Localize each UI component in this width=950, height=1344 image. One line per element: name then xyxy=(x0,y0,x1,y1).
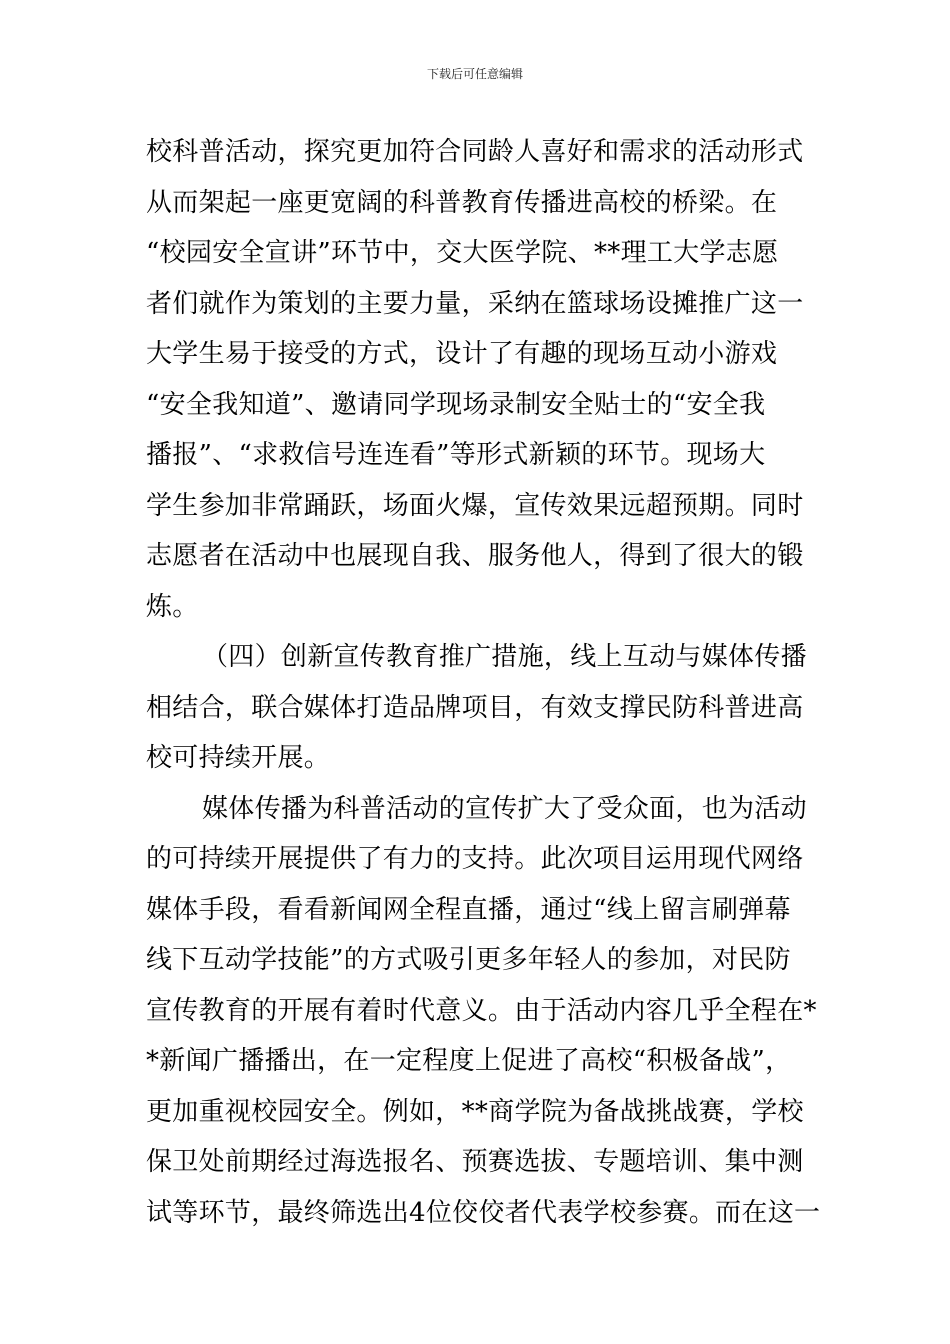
text-line: “校园安全宣讲”环节中，交大医学院、**理工大学志愿 xyxy=(146,238,779,268)
section-heading-line: 校可持续开展。 xyxy=(146,743,331,773)
text-line: 更加重视校园安全。例如，**商学院为备战挑战赛，学校 xyxy=(146,1096,804,1127)
text-line: “安全我知道”、邀请同学现场录制安全贴士的“安全我 xyxy=(146,389,766,420)
text-line: 媒体手段，看看新闻网全程直播，通过“线上留言刷弹幕 xyxy=(146,894,791,925)
text-line: 炼。 xyxy=(146,591,199,622)
text-line: 试等环节，最终筛选出4位佼佼者代表学校参赛。而在这一 xyxy=(146,1197,821,1228)
text-line: 者们就作为策划的主要力量，采纳在篮球场设摊推广这一 xyxy=(146,288,804,319)
text-line: 从而架起一座更宽阔的科普教育传播进高校的桥梁。在 xyxy=(146,187,778,218)
text-line: 大学生易于接受的方式，设计了有趣的现场互动小游戏 xyxy=(146,339,778,369)
document-body xyxy=(146,127,821,1238)
text-line: 志愿者在活动中也展现自我、服务他人，得到了很大的锻 xyxy=(146,541,804,571)
text-line: *新闻广播播出，在一定程度上促进了高校“积极备战”， xyxy=(146,1046,792,1076)
section-heading-line: 相结合，联合媒体打造品牌项目，有效支撑民防科普进高 xyxy=(146,692,804,723)
text-line: 播报”、“求救信号连连看”等形式新颖的环节。现场大 xyxy=(146,440,766,470)
text-line: 线下互动学技能”的方式吸引更多年轻人的参加，对民防 xyxy=(146,945,791,975)
text-line: 学生参加非常踊跃，场面火爆，宣传效果远超预期。同时 xyxy=(146,490,804,521)
page-header: 下载后可任意编辑 xyxy=(426,67,523,81)
text-line: 保卫处前期经过海选报名、预赛选拔、专题培训、集中测 xyxy=(146,1147,804,1177)
text-line: 宣传教育的开展有着时代意义。由于活动内容几乎全程在* xyxy=(146,995,817,1026)
text-line: 校科普活动，探究更加符合同龄人喜好和需求的活动形式 xyxy=(146,137,804,167)
text-line: 媒体传播为科普活动的宣传扩大了受众面，也为活动 xyxy=(202,793,807,824)
section-heading-line: （四）创新宣传教育推广措施，线上互动与媒体传播 xyxy=(202,642,807,672)
text-line: 的可持续开展提供了有力的支持。此次项目运用现代网络 xyxy=(146,844,804,874)
